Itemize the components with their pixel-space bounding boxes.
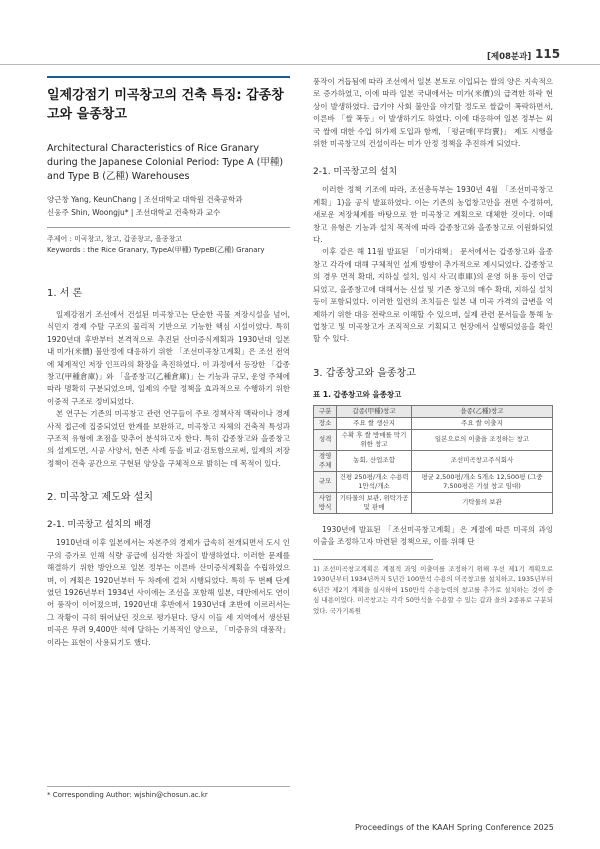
paragraph: 풍작이 거듭됨에 따라 조선에서 일본 본토로 이입되는 쌀의 양은 지속적으로 증가하였고, 이에 따라 일본 국내에서는 미가(米價)의 급격한 하락 현상이 발생하였다. 급기야 사회 불안을 야기할 정도로 쌀값이 폭락하면서, 이른바 「쌀 폭동」이 발생하기도 하였다. 이에 대응하여 일본 정부는 외국 쌀에 대한 수입 허가제 도입과 함께, 「평균매(平均賣)」 제도 시행을 위한 미곡창고의 건설이라는 미가 안정 정책을 추진하게 되었다. [313,77,553,149]
paragraph: 1910년대 이후 일본에서는 자본주의 경제가 급속히 전개되면서 도시 인구의 증가로 인해 식량 공급에 심각한 차질이 발생하였다. 이러한 문제를 해결하기 위한 방안으로 일본 정부는 이른바 산미증식계획을 수립하였으며, 이 계획은 1920년부터 두 차례에 걸쳐 시행되었다. 특히 두 번째 단계였던 1926년부터 1934년 사이에는 조선을 포함해 일본, 대만에서도 연이어 풍작이 이어졌으며, 1920년대 후반에서 1930년대 초반에 이르러서는 그 작황이 극히 뛰어났던 것으로 평가된다. 당시 이들 세 지역에서 생산된 미곡은 무려 9,400만 석에 달하는 기록적인 양으로, 「미증유의 대풍작」이라는 표현이 사용되기도 했다. [47,538,290,647]
right-column [313,76,553,616]
table-row [314,471,553,492]
subsection-heading: 2-1. 미곡창고 설치의 배경 [47,520,152,531]
table-cell: 건평 250평/개소 수용력 1만석/개소 [337,471,412,492]
table-row [314,450,553,471]
title-korean: 일제강점기 미곡창고의 건축 특징: 갑종창고와 을종창고 [47,88,284,122]
page-number: 115 [535,47,561,61]
left-column [47,76,290,649]
paragraph: 1930년에 발표된 「조선미곡창고계획」은 계절에 따른 미곡의 과잉 이출을 조정하고자 마련된 정책으로, 이를 위해 단 [313,524,553,547]
section-3-heading: 3. 갑종창고와 을종창고 [313,367,416,379]
author-list [47,193,290,219]
table-cell: 규모 [314,471,337,492]
table-cell: 사업방식 [314,492,337,513]
paragraph: 일제강점기 조선에서 건설된 미곡창고는 단순한 곡물 저장시설을 넘어, 식민지 경제 수탈 구조의 물리적 기반으로 기능한 핵심 시설이었다. 특히 1920년대 후반부터 본격적으로 추진된 산미증식계획과 1930년대 일본 내 미가(米價) 불안정에 대응하기 위한 「조선미곡창고계획」은 조선 전역에 체계적인 저장 인프라의 확장을 촉진하였다. 이 과정에서 등장한 「갑종창고(甲種倉庫)」와 「을종창고(乙種倉庫)」는 기능과 규모, 운영 주체에 따라 명확히 구분되었으며, 일제의 수탈 정책을 효과적으로 수행하기 위한 이중적 구조로 정비되었다. [47,310,290,406]
table-cell: 경영주체 [314,450,337,471]
header-rule [0,64,600,65]
table-cell: 일본으로의 이출을 조정하는 창고 [411,429,552,450]
table-cell: 주요 쌀 이출지 [411,417,552,429]
keyword-rule [47,227,290,228]
section-1-heading: 1. 서 론 [47,288,83,299]
footnote-rule [313,559,433,560]
table-header-cell: 구분 [314,405,337,417]
corresponding-author: * Corresponding Author: wjshin@chosun.ac.kr [47,786,290,799]
table-cell: 기탁물의 보관 [411,492,552,513]
table-cell: 성격 [314,429,337,450]
table-cell: 장소 [314,417,337,429]
table-row [314,417,553,429]
table-cell: 주요 쌀 생산지 [337,417,412,429]
author-2: 신웅주 Shin, Woongju* | 조선대학교 건축학과 교수 [47,208,221,217]
table-header-cell: 을종(乙種)창고 [411,405,552,417]
paragraph: 본 연구는 기존의 미곡창고 관련 연구들이 주로 정책사적 맥락이나 경제사적 접근에 집중되었던 한계를 보완하고, 미곡창고 자체의 건축적 특성과 구조적 유형에 초점을 맞추어 분석하고자 한다. 특히 갑종창고와 을종창고의 설계도면, 시공 사양서, 현존 사례 등을 비교·검토함으로써, 일제의 저장정책이 건축 공간으로 구현된 양상을 구체적으로 밝히는 데 목적이 있다. [47,409,290,468]
section-tag: [제08분과] [487,52,532,62]
section-2-heading: 2. 미곡창고 제도와 설치 [47,492,154,504]
table-cell: 조선미곡창고주식회사 [411,450,552,471]
subsection-heading: 2-1. 미곡창고의 설치 [313,167,398,178]
table-row [314,492,553,513]
title-english: Architectural Characteristics of Rice Granary during the Japanese Colonial Period: Type A (甲種) and Type B (乙種) Warehouses [47,143,284,182]
comparison-table [313,405,553,514]
table-cell: 평균 2,500평/개소 5개소 12,500평 (그중 7,500평은 기설 창고 임대) [411,471,552,492]
keywords-korean: 주제어 : 미곡창고, 창고, 갑종창고, 을종창고 [47,235,183,243]
paragraph: 이러한 정책 기조에 따라, 조선총독부는 1930년 4월 「조선미곡창고계획」1)을 공식 발표하였다. 이는 기존의 농업창고안을 전면 수정하여, 새로운 저장체계를 바탕으로 한 미곡창고 계획으로 대체한 것이다. 이때 창고 유형은 기능과 설치 목적에 따라 갑종창고와 을종창고로 이원화되었다. [313,185,553,245]
table-caption: 표 1. 갑종창고와 을종창고 [313,389,402,399]
author-1: 양근창 Yang, KeunChang | 조선대학교 대학원 건축공학과 [47,195,243,204]
keywords-english: Keywords : the Rice Granary, TypeA(甲種) TypeB(乙種) Granary [47,246,265,254]
table-header-cell: 갑종(甲種)창고 [337,405,412,417]
footnote: 1) 조선미곡창고계획은 계절적 과잉 이출미를 조정하기 위해 우선 제1기 계획으로 1930년부터 1934년까지 5년간 100만석 수용의 미곡창고를 설치하고, 1935년부터 6년간 제2기 계획을 실시하여 150만석 수용능력의 창고를 추가로 설치하는 것이 중심 내용이었다. 미곡창고는 각각 50만석을 수용할 수 있는 갑과 을의 2종류로 구분되었다. 국가기록원 [313,564,553,615]
table-cell: 농회, 산업조합 [337,450,412,471]
table-row [314,429,553,450]
proceedings-footer: Proceedings of the KAAH Spring Conference 2025 [355,823,554,832]
paragraph: 이후 같은 해 11월 발표된 「미가대책」 문서에서는 갑종창고와 을종창고 각각에 대해 구체적인 설계 방향이 추가적으로 제시되었다. 갑종창고의 경우 면적 확대, 지하실 설치, 임시 사고(車庫)의 운영 허용 등이 언급되었고, 을종창고에 대해서는 신설 및 기존 창고의 매수 확대, 지하실 설치 등이 포함되었다. 이러한 일련의 조치들은 일본 내 미곡 가격의 급변을 억제하기 위한 대응 전략으로 이해할 수 있으며, 실제 관련 문서들을 통해 농업창고 및 미곡창고가 조직적으로 기획되고 현장에서 실행되었음을 확인할 수 있다. [313,247,553,344]
table-cell: 기타물의 보관, 위탁가공 및 판매 [337,492,412,513]
table-cell: 수확 후 쌀 방매를 막기 위한 창고 [337,429,412,450]
table-header-row [314,405,553,417]
title-rule [47,76,290,78]
